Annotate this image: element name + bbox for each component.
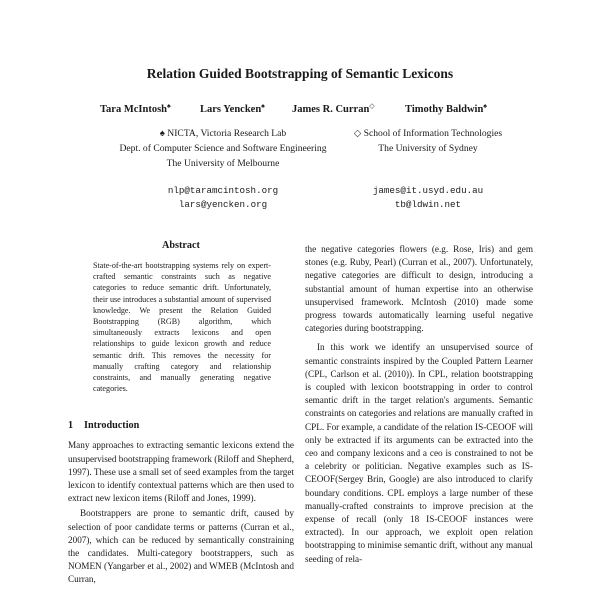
body-paragraph: Many approaches to extracting semantic lexicons extend the unsupervised bootstrapping framework (Riloff and Shepherd, 1997). These use a small set of seed examples from the target lexicon to identify contextual patterns which are then used to extract new lexicon items (Riloff and Jones, 1999). <box>68 440 294 504</box>
author-name: James R. Curran <box>292 104 370 115</box>
affiliation-mark: ♠ <box>261 102 265 110</box>
affiliation-mark: ♠ <box>167 102 171 110</box>
section-title: Introduction <box>84 420 140 432</box>
author-yencken <box>200 102 265 115</box>
affiliation-melbourne <box>110 126 336 212</box>
body-paragraph: Bootstrappers are prone to semantic drift, caused by selection of poor candidate terms or patterns (Curran et al., 2007), which can be reduced by semantically constraining the candidates. Multi-category bootstrappers, such as NOMEN (Yangarber et al., 2002) and WMEB (McIntosh and Curran, <box>68 508 294 585</box>
affiliation-mark: ◇ <box>369 102 375 110</box>
author-mcintosh <box>100 102 171 115</box>
paper-title: Relation Guided Bootstrapping of Semantic Lexicons <box>146 66 454 81</box>
affiliation-sydney <box>330 126 526 212</box>
author-name: Tara McIntosh <box>100 104 167 115</box>
affiliation-line: The University of Melbourne <box>166 158 280 169</box>
author-email: lars@yencken.org <box>178 199 268 210</box>
author-name: Lars Yencken <box>200 104 262 115</box>
section-number: 1 <box>68 420 74 432</box>
author-email: nlp@taramcintosh.org <box>167 185 279 196</box>
left-column <box>68 240 294 587</box>
author-list <box>0 102 600 116</box>
affiliation-line: ◇ School of Information Technologies <box>353 128 503 139</box>
author-email: tb@ldwin.net <box>394 199 462 210</box>
author-name: Timothy Baldwin <box>405 104 484 115</box>
author-curran <box>292 102 375 115</box>
abstract-text: State-of-the-art bootstrapping systems rely on expert-crafted semantic constraints such as negative categories to reduce semantic drift. Unfortunately, their use introduces a substantial amount of supervised knowledge. We present the Relation Guided Bootstrapping (RGB) algorithm, which simultaneously extracts lexicons and open relationships to guide lexicon growth and reduce semantic drift. This removes the necessity for manually crafting category and relationship constraints, and manually generating negative categories. <box>93 261 271 394</box>
right-column <box>305 243 533 566</box>
author-email: james@it.usyd.edu.au <box>372 185 484 196</box>
affiliation-line: ♠ NICTA, Victoria Research Lab <box>159 128 287 139</box>
affiliation-line: Dept. of Computer Science and Software Engineering <box>119 143 327 154</box>
affiliation-line: The University of Sydney <box>378 143 478 154</box>
author-baldwin <box>405 102 487 115</box>
affiliation-mark: ♠ <box>483 102 488 110</box>
body-paragraph: In this work we identify an unsupervised source of semantic constraints inspired by the Coupled Pattern Learner (CPL, Carlson et al. (2010)). In CPL, relation bootstrapping is coupled with lexicon bootstrapping in order to control semantic drift in the target relation's arguments. Semantic constraints on categories and relations are manually crafted in CPL. For example, a candidate of the relation IS-CEOOF will only be extracted if its arguments can be extracted into the ceo and company lexicons and a ceo is constrained to not be a celebrity or politician. Negative examples such as IS-CEOOF(Sergey Brin, Google) are also introduced to clarify boundary conditions. CPL employs a large number of these manually-crafted constraints to improve precision at the expense of recall (only 18 IS-CEOOF instances were extracted). In our approach, we exploit open relation bootstrapping to minimise semantic drift, without any manual seeding of rela- <box>305 342 533 564</box>
body-paragraph: the negative categories flowers (e.g. Rose, Iris) and gem stones (e.g. Ruby, Pearl) (Curran et al., 2007). Unfortunately, negative categories are difficult to design, introducing a substantial amount of human expertise into an otherwise unsupervised framework. McIntosh (2010) made some progress towards automatically learning useful negative categories during bootstrapping. <box>305 244 533 334</box>
abstract-heading: Abstract <box>162 240 200 251</box>
section-heading <box>68 420 294 431</box>
